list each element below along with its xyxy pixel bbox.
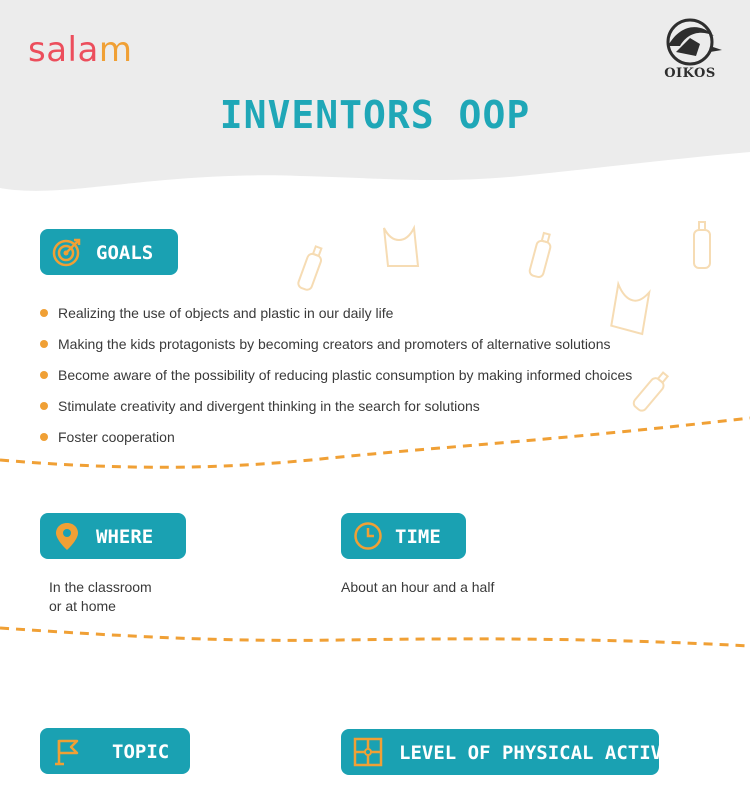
- time-label: TIME: [395, 526, 441, 548]
- location-pin-icon: [52, 521, 82, 551]
- where-text: [49, 578, 152, 616]
- target-icon: [52, 237, 82, 267]
- time-heading: [341, 513, 466, 559]
- where-line-1: In the classroom: [49, 579, 152, 595]
- oikos-name: OIKOS: [664, 66, 716, 81]
- time-text: About an hour and a half: [341, 579, 495, 595]
- list-item: Realizing the use of objects and plastic in our daily life: [40, 303, 632, 334]
- ibex-icon: [650, 16, 730, 68]
- topic-heading: [40, 728, 190, 774]
- list-item: Become aware of the possibility of reducing plastic consumption by making informed choices: [40, 365, 632, 396]
- page-title: INVENTORS OOP: [219, 93, 531, 137]
- where-label: WHERE: [96, 526, 154, 548]
- bottle-icon: [694, 222, 710, 268]
- activity-label: LEVEL OF PHYSICAL ACTIVITY: [399, 742, 697, 764]
- goals-label: GOALS: [96, 242, 154, 264]
- flag-icon: [52, 736, 82, 766]
- bottle-icon: [529, 232, 554, 278]
- salam-logo: salam: [28, 30, 133, 70]
- goals-heading: [40, 229, 178, 275]
- bottle-icon: [297, 245, 325, 291]
- where-heading: [40, 513, 186, 559]
- list-item: Foster cooperation: [40, 427, 632, 458]
- where-line-2: or at home: [49, 598, 116, 614]
- plastic-bag-icon: [384, 228, 418, 266]
- goals-list: [40, 303, 632, 458]
- activity-heading: [341, 729, 697, 775]
- topic-label: TOPIC: [112, 741, 170, 763]
- oikos-logo: [650, 16, 730, 86]
- clock-icon: [353, 521, 383, 551]
- bottle-icon: [632, 370, 671, 413]
- wave-divider: [0, 628, 750, 646]
- list-item: Making the kids protagonists by becoming creators and promoters of alternative solutions: [40, 334, 632, 365]
- puzzle-icon: [353, 737, 383, 767]
- list-item: Stimulate creativity and divergent thinking in the search for solutions: [40, 396, 632, 427]
